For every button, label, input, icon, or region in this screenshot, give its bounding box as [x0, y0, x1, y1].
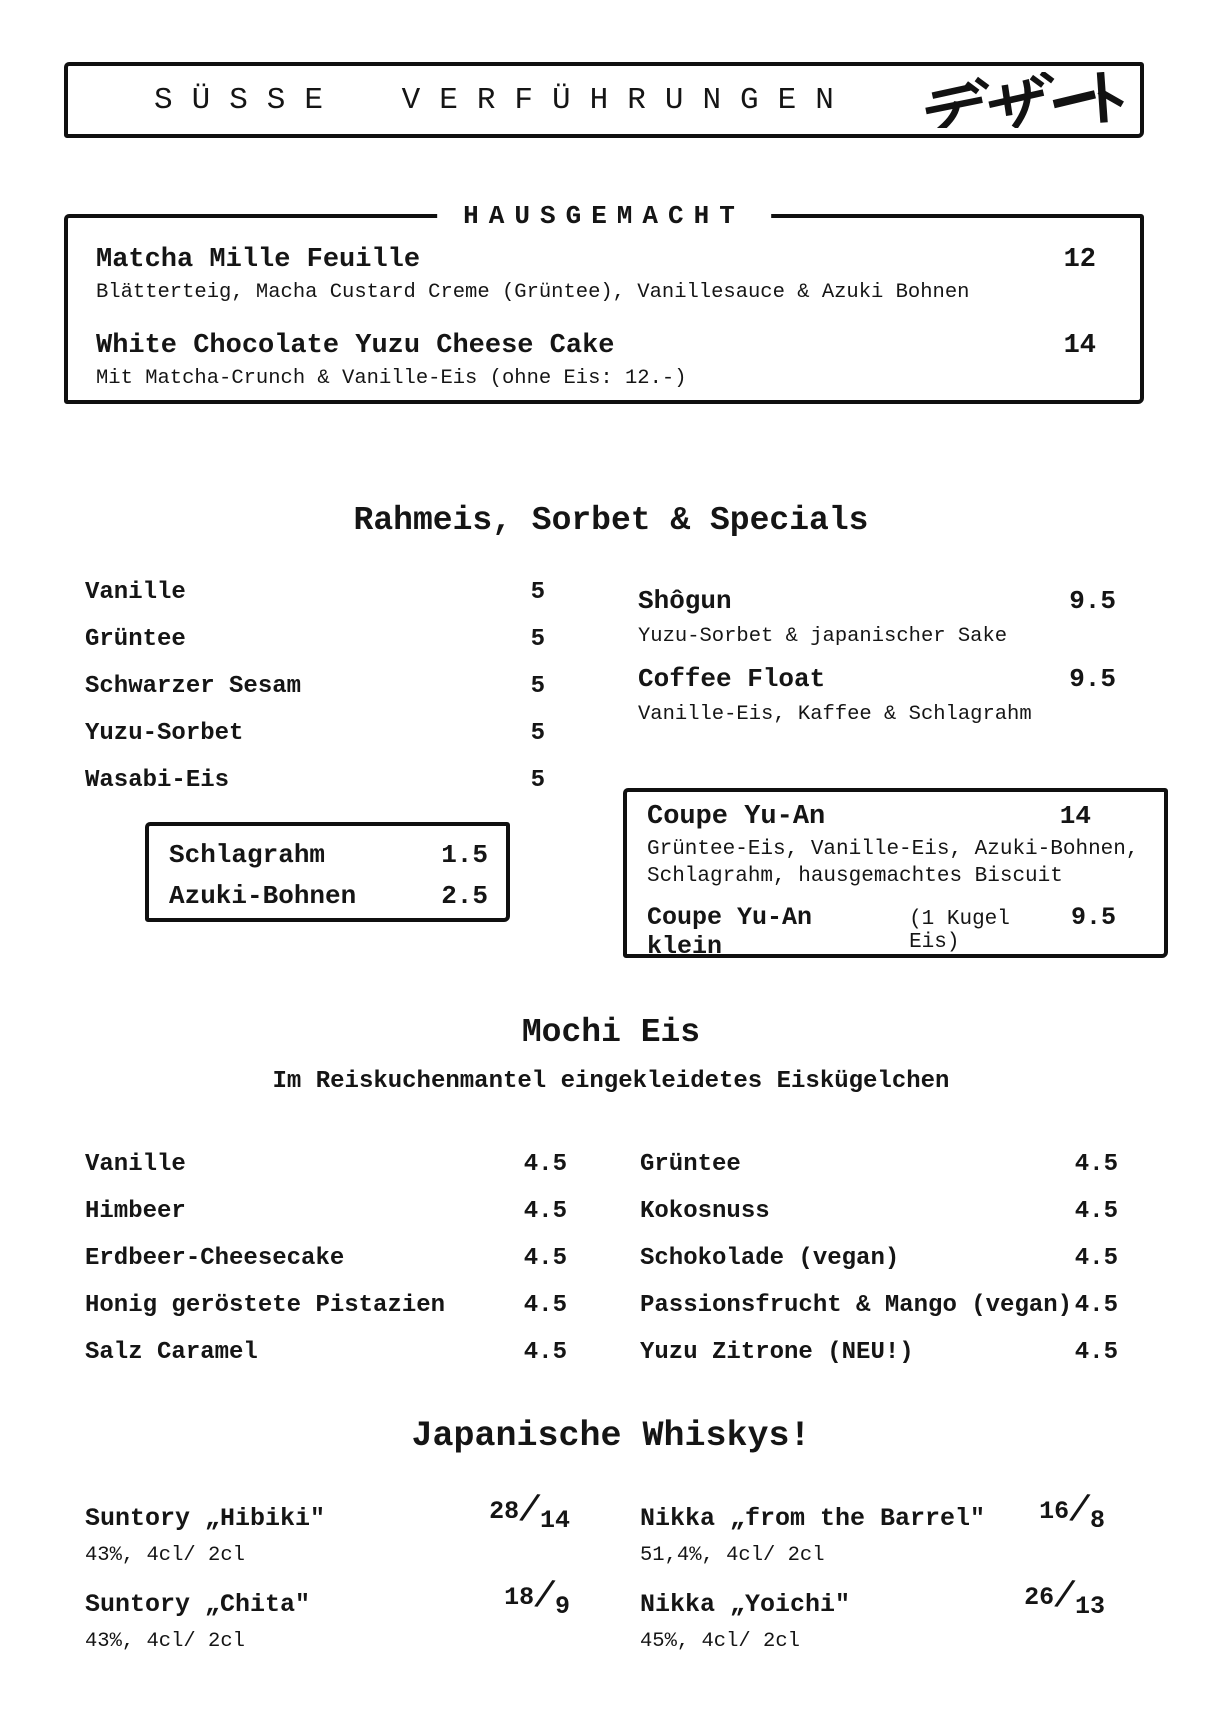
item-note: (1 Kugel Eis)	[909, 908, 1010, 954]
menu-item	[638, 662, 1116, 728]
section-subtitle-mochi: Im Reiskuchenmantel eingekleidetes Eiskügelchen	[272, 1068, 950, 1095]
menu-item	[638, 584, 1116, 650]
item-name: Nikka „Yoichi"	[640, 1590, 851, 1619]
price-2cl: 9	[554, 1592, 570, 1621]
item-description: 43%, 4cl/ 2cl	[85, 1544, 245, 1567]
list-item	[169, 876, 488, 917]
list-item	[85, 1338, 567, 1385]
menu-item	[85, 1583, 570, 1656]
section-title-whisky: Japanische Whiskys!	[411, 1416, 811, 1456]
section-title-mochi: Mochi Eis	[521, 1014, 701, 1051]
item-price: 5	[530, 720, 545, 747]
item-price: 5	[530, 767, 545, 794]
menu-header-box	[64, 62, 1144, 138]
item-description: Vanille-Eis, Kaffee & Schlagrahm	[638, 703, 1032, 726]
item-price: 4.5	[1074, 1339, 1118, 1366]
menu-item	[647, 903, 1144, 961]
item-price: 9.5	[1069, 586, 1116, 616]
item-price: 4.5	[1074, 1245, 1118, 1272]
item-price: 4.5	[1074, 1151, 1118, 1178]
item-price: 5	[530, 673, 545, 700]
item-name: Vanille	[85, 579, 186, 606]
item-price: 14	[1059, 801, 1091, 831]
list-item	[640, 1197, 1118, 1244]
menu-item	[96, 330, 1096, 394]
item-name: Coupe Yu-An	[647, 802, 826, 832]
list-item	[85, 1291, 567, 1338]
item-name: Suntory „Chita"	[85, 1590, 311, 1619]
item-name: Erdbeer-Cheesecake	[85, 1245, 345, 1272]
item-price: 12	[1063, 245, 1096, 275]
item-name: Coupe Yu-An klein	[647, 903, 813, 961]
item-description: Blätterteig, Macha Custard Creme (Grüntee), Vanillesauce & Azuki Bohnen	[96, 281, 970, 304]
item-price: 4.5	[523, 1151, 567, 1178]
price-4cl: 28	[489, 1497, 520, 1526]
item-price: 5	[530, 626, 545, 653]
item-description: Grüntee-Eis, Vanille-Eis, Azuki-Bohnen, Schlagrahm, hausgemachtes Biscuit	[647, 838, 1139, 888]
list-item	[85, 1150, 567, 1197]
list-item	[85, 1244, 567, 1291]
item-name: Yuzu Zitrone (NEU!)	[640, 1339, 914, 1366]
price-2cl: 14	[539, 1506, 570, 1535]
item-name: Coffee Float	[638, 664, 826, 694]
item-name: Vanille	[85, 1151, 186, 1178]
menu-title: SÜSSE VERFÜHRUNGEN	[154, 82, 853, 118]
fraction-slash	[1054, 1590, 1075, 1619]
price-2cl: 13	[1074, 1592, 1105, 1621]
item-price: 4.5	[523, 1292, 567, 1319]
specials-list	[638, 584, 1116, 813]
item-price: 14	[1063, 331, 1096, 361]
rahmeis-columns	[85, 578, 1116, 813]
whisky-list-right	[640, 1497, 1105, 1656]
list-item	[640, 1291, 1118, 1338]
item-price: 4.5	[523, 1245, 567, 1272]
item-price: 2.5	[441, 881, 488, 911]
fraction-slash	[1069, 1504, 1090, 1533]
item-price	[489, 1497, 570, 1535]
list-item	[640, 1244, 1118, 1291]
item-name: Salz Caramel	[85, 1339, 258, 1366]
japanese-dessert-logo	[924, 72, 1124, 128]
item-description: Yuzu-Sorbet & japanischer Sake	[638, 625, 1008, 648]
item-name: Kokosnuss	[640, 1198, 770, 1225]
item-price	[1024, 1583, 1105, 1621]
item-name: Shôgun	[638, 586, 732, 616]
item-name: Grüntee	[85, 626, 186, 653]
list-item	[85, 672, 545, 719]
item-price	[1039, 1497, 1105, 1535]
item-name: Azuki-Bohnen	[169, 881, 357, 911]
coupe-box	[623, 788, 1168, 961]
flavor-list	[85, 578, 545, 813]
menu-item	[96, 244, 1096, 308]
item-price: 4.5	[1074, 1198, 1118, 1225]
item-price: 4.5	[523, 1198, 567, 1225]
menu-item	[85, 1497, 570, 1570]
item-price: 1.5	[441, 840, 488, 870]
list-item	[85, 719, 545, 766]
item-name: Grüntee	[640, 1151, 741, 1178]
whisky-list-left	[85, 1497, 570, 1656]
item-price: 5	[530, 579, 545, 606]
item-description: 45%, 4cl/ 2cl	[640, 1630, 800, 1653]
menu-item	[640, 1583, 1105, 1656]
item-description: 51,4%, 4cl/ 2cl	[640, 1544, 825, 1567]
item-name: Schlagrahm	[169, 840, 326, 870]
list-item	[640, 1338, 1118, 1385]
item-name: Passionsfrucht & Mango (vegan)	[640, 1292, 1073, 1319]
list-item	[85, 1197, 567, 1244]
section-title-rahmeis: Rahmeis, Sorbet & Specials	[353, 502, 869, 539]
list-item	[169, 835, 488, 876]
item-name: White Chocolate Yuzu Cheese Cake	[96, 331, 615, 361]
price-2cl: 8	[1089, 1506, 1105, 1535]
mochi-columns	[85, 1150, 1118, 1385]
item-name: Schokolade (vegan)	[640, 1245, 900, 1272]
item-price	[504, 1583, 570, 1621]
item-description: Mit Matcha-Crunch & Vanille-Eis (ohne Eis: 12.-)	[96, 367, 687, 390]
list-item	[85, 578, 545, 625]
menu-item	[647, 800, 1144, 834]
hausgemacht-box	[64, 201, 1144, 404]
item-price: 4.5	[523, 1339, 567, 1366]
item-name: Yuzu-Sorbet	[85, 720, 244, 747]
item-price: 9.5	[1069, 664, 1116, 694]
item-name: Suntory „Hibiki"	[85, 1504, 326, 1533]
item-description: 43%, 4cl/ 2cl	[85, 1630, 245, 1653]
item-name: Matcha Mille Feuille	[96, 245, 421, 275]
price-4cl: 26	[1024, 1583, 1055, 1612]
price-4cl: 16	[1039, 1497, 1070, 1526]
menu-item	[640, 1497, 1105, 1570]
list-item	[85, 625, 545, 672]
item-name: Schwarzer Sesam	[85, 673, 302, 700]
extras-box	[145, 822, 510, 922]
mochi-list-right	[640, 1150, 1118, 1385]
item-price: 9.5	[1070, 903, 1116, 932]
item-name: Nikka „from the Barrel"	[640, 1504, 986, 1533]
item-price: 4.5	[1074, 1292, 1118, 1319]
list-item	[640, 1150, 1118, 1197]
whisky-columns	[85, 1497, 1105, 1656]
mochi-list-left	[85, 1150, 567, 1385]
fraction-slash	[519, 1504, 540, 1533]
item-name: Honig geröstete Pistazien	[85, 1292, 446, 1319]
item-name: Himbeer	[85, 1198, 186, 1225]
fraction-slash	[534, 1590, 555, 1619]
hausgemacht-legend: HAUSGEMACHT	[437, 201, 771, 231]
list-item	[85, 766, 545, 813]
item-name: Wasabi-Eis	[85, 767, 230, 794]
price-4cl: 18	[504, 1583, 535, 1612]
